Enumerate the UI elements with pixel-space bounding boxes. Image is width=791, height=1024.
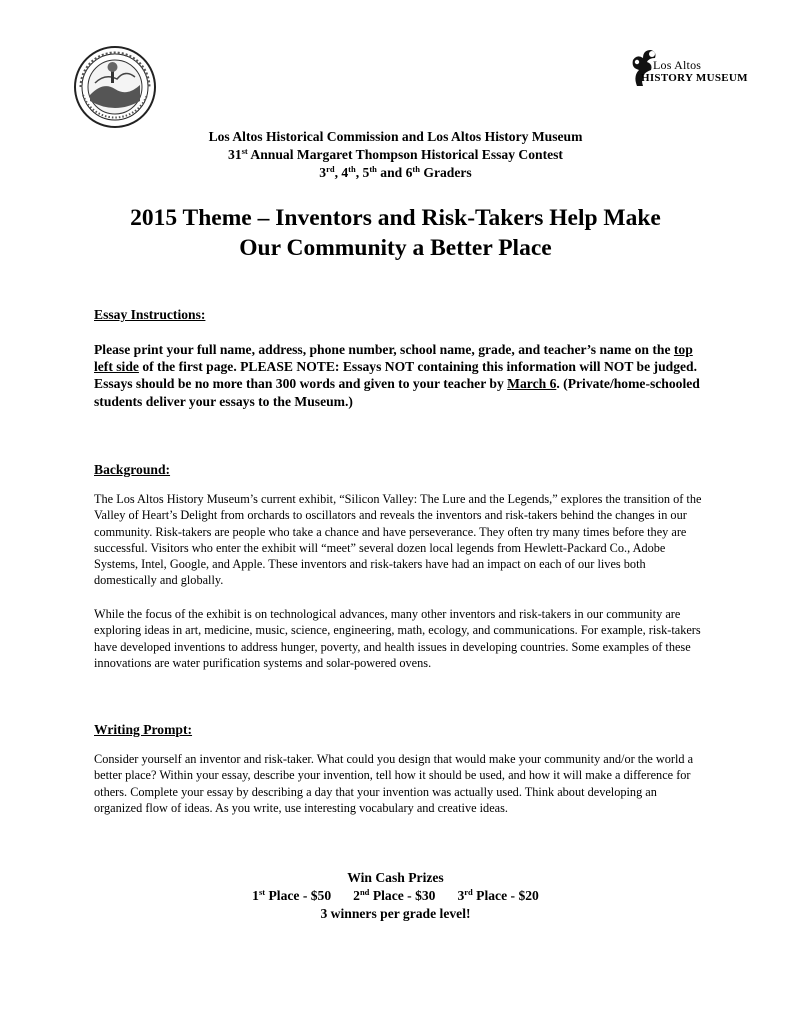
instructions-underline-1: top left side [94,342,693,375]
grade-3: 3 [319,165,327,180]
header-line-2 [0,146,791,164]
first-place-sup: st [258,887,266,897]
grade-6: and 6 [376,165,413,180]
prizes-footer: 3 winners per grade level! [320,906,471,921]
essay-instructions-text [94,341,714,410]
contest-header [0,128,791,182]
background-heading: Background: [94,462,171,477]
third-place-prize: Place - $20 [472,888,539,903]
second-place-sup: nd [359,887,370,897]
prizes-row [0,887,791,905]
writing-prompt-paragraph: Consider yourself an inventor and risk-taker. What could you design that would make your community and/or the world a better place? Within your essay, describe your invention, tell how it should be used, and how it will make a difference for others. Complete your essay by describing a day that your invention was actually used. Think about developing an organized flow of ideas. As you write, use interesting vocabulary and creative ideas. [94,752,694,815]
header-contest-name: Annual Margaret Thompson Historical Essay Contest [247,147,563,162]
grade-5: , 5 [355,165,370,180]
essay-instructions-heading: Essay Instructions: [94,307,206,322]
grade-4: , 4 [334,165,349,180]
museum-logo-line2: HISTORY MUSEUM [641,72,748,84]
third-place-sup: rd [464,887,473,897]
instructions-deadline: March 6 [507,376,557,392]
graders-label: Graders [419,165,472,180]
first-place-prize: Place - $50 [265,888,332,903]
prizes-title: Win Cash Prizes [347,870,444,885]
second-place-number: 2 [353,888,360,903]
grade-6-sup: th [412,164,420,174]
grade-4-sup: th [348,164,356,174]
theme-title [0,203,791,263]
city-seal-logo [73,45,157,129]
writing-prompt-heading: Writing Prompt: [94,722,193,737]
grade-5-sup: th [369,164,377,174]
instructions-part-3: . (Private/home-schooled students deliver your essays to the Museum.) [94,376,700,409]
background-paragraph-2: While the focus of the exhibit is on technological advances, many other inventors and risk-takers in our community are exploring ideas in art, medicine, music, science, engineering, math, ecology, and communications. For example, risk-takers have developed inventions to address hunger, poverty, and health issues in developing countries. Some examples of these innovations are water purification systems and solar-powered ovens. [94,607,701,670]
instructions-part-1: Please print your full name, address, phone number, school name, grade, and teacher’s name on the [94,342,674,357]
header-line-1: Los Altos Historical Commission and Los Altos History Museum [208,129,583,144]
header-line-3 [0,164,791,182]
theme-line-2: Our Community a Better Place [239,235,552,261]
history-museum-logo [627,46,767,90]
third-place-number: 3 [457,888,465,903]
background-paragraph-1: The Los Altos History Museum’s current exhibit, “Silicon Valley: The Lure and the Legends,” explores the transition of the Valley of Heart’s Delight from orchards to oscillators and reveals the inventors and risk-takers behind the changes in our community. Risk-takers are people who take a chance and have perseverance. They often try many times before they are successful. Visitors who enter the exhibit will “meet” several dozen local legends from Hewlett-Packard Co., Adobe Systems, Intel, Google, and Apple. These inventors and risk-takers have had an impact on each of our lives both domestically and globally. [94,492,702,588]
instructions-part-2: of the first page. PLEASE NOTE: Essays NOT containing this information will NOT be judged. Essays should be no more than 300 words and given to your teacher by [94,359,697,392]
second-place-prize: Place - $30 [369,888,436,903]
museum-logo-line1: Los Altos [653,58,702,72]
grade-3-sup: rd [326,164,335,174]
header-number: 31 [228,147,242,162]
header-superscript: st [241,146,248,156]
theme-line-1: 2015 Theme – Inventors and Risk-Takers Help Make [130,205,661,231]
prizes-block [0,869,791,923]
first-place-number: 1 [252,888,259,903]
